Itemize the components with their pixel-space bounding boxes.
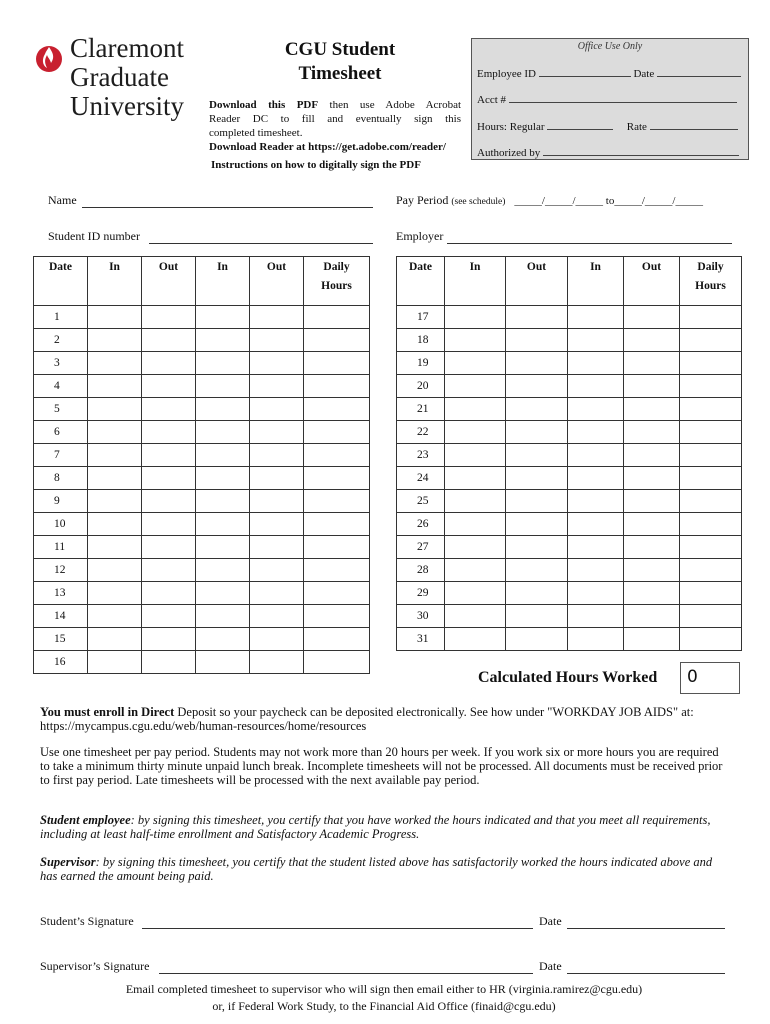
daily-hours-cell[interactable] <box>680 375 742 398</box>
out-1-cell[interactable] <box>142 536 196 559</box>
office-use-title: Office Use Only <box>577 41 643 52</box>
out-1-cell[interactable] <box>506 352 568 375</box>
out-1-cell[interactable] <box>506 513 568 536</box>
out-1-cell[interactable] <box>506 582 568 605</box>
in-1-cell[interactable] <box>88 398 142 421</box>
daily-hours-cell[interactable] <box>680 306 742 329</box>
supervisor-certification-paragraph <box>40 855 728 883</box>
out-2-cell[interactable] <box>250 536 304 559</box>
out-1-cell[interactable] <box>142 559 196 582</box>
flame-icon <box>36 42 62 76</box>
acct-field[interactable] <box>477 91 737 106</box>
supervisor-bold: Supervisor <box>40 855 96 869</box>
out-2-cell[interactable] <box>250 352 304 375</box>
daily-hours-cell[interactable] <box>304 352 370 375</box>
table-row <box>34 559 370 582</box>
in-2-cell[interactable] <box>568 536 624 559</box>
table-row <box>397 536 742 559</box>
header-daily: Daily <box>697 261 724 273</box>
out-2-cell[interactable] <box>624 421 680 444</box>
in-2-cell[interactable] <box>196 628 250 651</box>
employee-id-field[interactable] <box>477 65 741 80</box>
out-1-cell[interactable] <box>506 628 568 651</box>
out-2-cell[interactable] <box>624 352 680 375</box>
calculated-hours-label: Calculated Hours Worked <box>478 669 658 686</box>
out-2-cell[interactable] <box>250 582 304 605</box>
in-2-cell[interactable] <box>196 329 250 352</box>
daily-hours-cell[interactable] <box>304 421 370 444</box>
daily-hours-cell[interactable] <box>680 352 742 375</box>
university-logo-text <box>70 34 184 121</box>
daily-hours-cell[interactable] <box>680 605 742 628</box>
day-number-cell: 14 <box>34 605 88 628</box>
day-number-cell: 10 <box>34 513 88 536</box>
daily-hours-cell[interactable] <box>304 628 370 651</box>
in-2-cell[interactable] <box>196 605 250 628</box>
out-1-cell[interactable] <box>506 605 568 628</box>
table-row <box>397 490 742 513</box>
out-2-cell[interactable] <box>624 444 680 467</box>
daily-hours-cell[interactable] <box>680 490 742 513</box>
footer-line-1: Email completed timesheet to supervisor who will sign then email either to HR (virginia.ramirez@cgu.edu) <box>125 982 643 996</box>
out-1-cell[interactable] <box>142 375 196 398</box>
in-2-cell[interactable] <box>568 559 624 582</box>
out-2-cell[interactable] <box>250 605 304 628</box>
in-2-cell[interactable] <box>196 421 250 444</box>
out-1-cell[interactable] <box>506 329 568 352</box>
out-1-cell[interactable] <box>506 306 568 329</box>
in-1-cell[interactable] <box>445 536 506 559</box>
student-certification-paragraph <box>40 813 728 841</box>
out-1-cell[interactable] <box>506 444 568 467</box>
header-out-1: Out <box>506 257 568 306</box>
table-row <box>34 605 370 628</box>
header-out-2: Out <box>250 257 304 306</box>
header-in-1: In <box>445 257 506 306</box>
in-1-cell[interactable] <box>88 421 142 444</box>
out-1-cell[interactable] <box>506 536 568 559</box>
in-2-cell[interactable] <box>196 398 250 421</box>
student-date-label: Date <box>539 914 562 928</box>
out-1-cell[interactable] <box>142 651 196 674</box>
day-number-cell: 16 <box>34 651 88 674</box>
table-row <box>34 628 370 651</box>
day-number-cell: 6 <box>34 421 88 444</box>
header-in-2: In <box>568 257 624 306</box>
out-1-cell[interactable] <box>142 329 196 352</box>
in-1-cell[interactable] <box>445 398 506 421</box>
out-2-cell[interactable] <box>624 559 680 582</box>
supervisor-signature-label: Supervisor’s Signature <box>40 959 150 973</box>
employer-input-line[interactable] <box>447 243 732 244</box>
table-row <box>34 513 370 536</box>
in-2-cell[interactable] <box>196 536 250 559</box>
then-use-text: then use Adobe Acrobat <box>329 99 462 111</box>
out-2-cell[interactable] <box>250 490 304 513</box>
in-2-cell[interactable] <box>568 375 624 398</box>
out-2-cell[interactable] <box>250 467 304 490</box>
title-line-1: CGU Student <box>284 39 396 60</box>
in-2-cell[interactable] <box>568 329 624 352</box>
table-row <box>34 444 370 467</box>
out-2-cell[interactable] <box>250 559 304 582</box>
table-row <box>397 398 742 421</box>
table-row <box>34 306 370 329</box>
in-1-cell[interactable] <box>445 467 506 490</box>
rules-paragraph: Use one timesheet per pay period. Students may not work more than 20 hours per week. If you work six or more hours you are required to take a minimum thirty minute unpaid lunch break. Incomplete timesheets will not be processed. All documents must be received prior to first pay period. Late timesheets will be processed with the next available pay period. <box>40 745 723 787</box>
in-1-cell[interactable] <box>88 628 142 651</box>
table-row <box>397 375 742 398</box>
table-row <box>34 421 370 444</box>
header-out-1: Out <box>142 257 196 306</box>
out-2-cell[interactable] <box>624 628 680 651</box>
out-2-cell[interactable] <box>624 490 680 513</box>
supervisor-signature-line[interactable] <box>159 973 533 974</box>
table-row <box>397 421 742 444</box>
in-2-cell[interactable] <box>196 375 250 398</box>
in-2-cell[interactable] <box>568 628 624 651</box>
day-number-cell: 30 <box>397 605 445 628</box>
in-2-cell[interactable] <box>568 421 624 444</box>
student-signature-line[interactable] <box>142 928 533 929</box>
student-id-label: Student ID number <box>48 229 140 243</box>
day-number-cell: 2 <box>34 329 88 352</box>
in-1-cell[interactable] <box>88 490 142 513</box>
table-row <box>397 628 742 651</box>
in-1-cell[interactable] <box>88 582 142 605</box>
in-1-cell[interactable] <box>88 536 142 559</box>
out-2-cell[interactable] <box>624 513 680 536</box>
table-row <box>34 582 370 605</box>
direct-deposit-bold: You must enroll in Direct <box>40 705 175 719</box>
out-1-cell[interactable] <box>506 375 568 398</box>
authorized-field[interactable] <box>477 144 739 159</box>
in-1-cell[interactable] <box>88 513 142 536</box>
daily-hours-cell[interactable] <box>680 582 742 605</box>
table-row <box>34 651 370 674</box>
in-1-cell[interactable] <box>445 329 506 352</box>
supervisor-date-line[interactable] <box>567 973 725 974</box>
day-number-cell: 9 <box>34 490 88 513</box>
in-2-cell[interactable] <box>196 651 250 674</box>
out-2-cell[interactable] <box>250 398 304 421</box>
student-signature-label: Student’s Signature <box>40 914 134 928</box>
in-1-cell[interactable] <box>88 444 142 467</box>
regular-label: Regular <box>509 121 545 133</box>
daily-hours-cell[interactable] <box>680 559 742 582</box>
in-2-cell[interactable] <box>568 490 624 513</box>
office-use-box <box>471 38 749 160</box>
out-2-cell[interactable] <box>250 651 304 674</box>
in-2-cell[interactable] <box>568 513 624 536</box>
table-header-row <box>397 257 742 306</box>
in-2-cell[interactable] <box>196 306 250 329</box>
in-1-cell[interactable] <box>445 375 506 398</box>
out-2-cell[interactable] <box>250 513 304 536</box>
day-number-cell: 21 <box>397 398 445 421</box>
in-1-cell[interactable] <box>445 306 506 329</box>
title-line-2: Timesheet <box>298 63 382 84</box>
day-number-cell: 18 <box>397 329 445 352</box>
daily-hours-cell[interactable] <box>304 490 370 513</box>
supervisor-date-label: Date <box>539 959 562 973</box>
header-date: Date <box>397 257 445 306</box>
daily-hours-cell[interactable] <box>304 329 370 352</box>
out-1-cell[interactable] <box>142 513 196 536</box>
in-1-cell[interactable] <box>88 605 142 628</box>
day-number-cell: 23 <box>397 444 445 467</box>
table-row <box>397 329 742 352</box>
in-1-cell[interactable] <box>445 421 506 444</box>
daily-hours-cell[interactable] <box>304 398 370 421</box>
out-2-cell[interactable] <box>624 329 680 352</box>
header-in-2: In <box>196 257 250 306</box>
day-number-cell: 4 <box>34 375 88 398</box>
day-number-cell: 8 <box>34 467 88 490</box>
employee-id-label: Employee ID <box>477 68 536 80</box>
in-1-cell[interactable] <box>88 306 142 329</box>
day-number-cell: 15 <box>34 628 88 651</box>
supervisor-certification-text: : by signing this timesheet, you certify that the student listed above has satisfactorily worked the hours indicated above and has earned the amount being paid. <box>40 855 713 883</box>
header-daily-hours <box>304 257 370 306</box>
out-1-cell[interactable] <box>506 398 568 421</box>
out-2-cell[interactable] <box>250 421 304 444</box>
in-1-cell[interactable] <box>88 559 142 582</box>
out-2-cell[interactable] <box>624 398 680 421</box>
student-date-line[interactable] <box>567 928 725 929</box>
day-number-cell: 3 <box>34 352 88 375</box>
in-1-cell[interactable] <box>445 352 506 375</box>
in-2-cell[interactable] <box>196 444 250 467</box>
reader-download-link[interactable]: Download Reader at https://get.adobe.com/reader/ <box>209 141 446 153</box>
out-2-cell[interactable] <box>250 444 304 467</box>
name-input-line[interactable] <box>82 207 373 208</box>
daily-hours-cell[interactable] <box>304 651 370 674</box>
out-1-cell[interactable] <box>142 628 196 651</box>
day-number-cell: 11 <box>34 536 88 559</box>
page-title <box>270 38 410 86</box>
header-date: Date <box>34 257 88 306</box>
table-row <box>397 582 742 605</box>
pay-period-field[interactable] <box>396 193 703 208</box>
day-number-cell: 22 <box>397 421 445 444</box>
in-2-cell[interactable] <box>568 352 624 375</box>
out-2-cell[interactable] <box>250 375 304 398</box>
direct-deposit-text: Deposit so your paycheck can be deposited electronically. See how under "WORKDAY JOB AIDS" at: https://mycampus.cgu.edu/web/human-resources/home/resources <box>40 705 694 733</box>
header-in-1: In <box>88 257 142 306</box>
timesheet-table-right <box>396 256 742 651</box>
table-row <box>397 605 742 628</box>
daily-hours-cell[interactable] <box>304 513 370 536</box>
student-employee-bold: Student employee <box>40 813 131 827</box>
logo-line-3: University <box>70 91 184 121</box>
day-number-cell: 17 <box>397 306 445 329</box>
in-2-cell[interactable] <box>196 559 250 582</box>
day-number-cell: 27 <box>397 536 445 559</box>
day-number-cell: 7 <box>34 444 88 467</box>
in-2-cell[interactable] <box>568 582 624 605</box>
in-2-cell[interactable] <box>196 582 250 605</box>
rate-label: Rate <box>626 121 647 133</box>
day-number-cell: 25 <box>397 490 445 513</box>
day-number-cell: 28 <box>397 559 445 582</box>
in-1-cell[interactable] <box>445 444 506 467</box>
table-row <box>34 329 370 352</box>
in-2-cell[interactable] <box>196 352 250 375</box>
out-2-cell[interactable] <box>624 582 680 605</box>
daily-hours-cell[interactable] <box>304 582 370 605</box>
daily-hours-cell[interactable] <box>680 398 742 421</box>
this-pdf-word: this PDF <box>268 99 319 111</box>
in-1-cell[interactable] <box>445 513 506 536</box>
out-1-cell[interactable] <box>142 582 196 605</box>
day-number-cell: 5 <box>34 398 88 421</box>
out-1-cell[interactable] <box>142 444 196 467</box>
header-daily: Daily <box>323 261 350 273</box>
daily-hours-cell[interactable] <box>304 467 370 490</box>
day-number-cell: 24 <box>397 467 445 490</box>
footer-instructions <box>40 981 728 1015</box>
day-number-cell: 19 <box>397 352 445 375</box>
day-number-cell: 20 <box>397 375 445 398</box>
daily-hours-cell[interactable] <box>304 559 370 582</box>
in-1-cell[interactable] <box>88 467 142 490</box>
logo-line-1: Claremont <box>70 33 184 63</box>
out-1-cell[interactable] <box>142 605 196 628</box>
download-instruction-line-3: completed timesheet. <box>209 127 303 139</box>
in-1-cell[interactable] <box>445 582 506 605</box>
daily-hours-cell[interactable] <box>680 628 742 651</box>
student-certification-text: : by signing this timesheet, you certify that you have worked the hours indicated and that you meet all requirements, including at least half-time enrollment and Satisfactory Academic Progress. <box>40 813 711 841</box>
out-1-cell[interactable] <box>142 306 196 329</box>
table-row <box>397 352 742 375</box>
in-2-cell[interactable] <box>568 398 624 421</box>
out-2-cell[interactable] <box>624 306 680 329</box>
header-hours: Hours <box>695 280 726 292</box>
download-instruction-line-1 <box>209 98 461 112</box>
out-1-cell[interactable] <box>506 490 568 513</box>
daily-hours-cell[interactable] <box>304 375 370 398</box>
daily-hours-cell[interactable] <box>680 536 742 559</box>
logo-line-2: Graduate <box>70 62 169 92</box>
table-row <box>397 513 742 536</box>
in-2-cell[interactable] <box>196 513 250 536</box>
office-date-label: Date <box>633 68 655 80</box>
out-1-cell[interactable] <box>506 467 568 490</box>
sign-instructions-link[interactable]: Instructions on how to digitally sign the PDF <box>211 159 421 171</box>
day-number-cell: 13 <box>34 582 88 605</box>
hours-field[interactable] <box>477 118 738 133</box>
see-schedule-note: (see schedule) <box>451 197 506 207</box>
out-2-cell[interactable] <box>250 628 304 651</box>
in-1-cell[interactable] <box>88 375 142 398</box>
in-1-cell[interactable] <box>445 605 506 628</box>
download-word: Download <box>209 99 257 111</box>
table-row <box>34 536 370 559</box>
hours-label: Hours: <box>477 121 507 133</box>
daily-hours-cell[interactable] <box>680 421 742 444</box>
out-2-cell[interactable] <box>624 467 680 490</box>
table-row <box>397 306 742 329</box>
timesheet-table-left <box>33 256 370 674</box>
in-1-cell[interactable] <box>88 651 142 674</box>
out-1-cell[interactable] <box>506 559 568 582</box>
table-row <box>34 467 370 490</box>
header-hours: Hours <box>321 280 352 292</box>
table-row <box>397 559 742 582</box>
day-number-cell: 1 <box>34 306 88 329</box>
out-1-cell[interactable] <box>506 421 568 444</box>
in-2-cell[interactable] <box>568 306 624 329</box>
in-1-cell[interactable] <box>445 628 506 651</box>
daily-hours-cell[interactable] <box>680 513 742 536</box>
out-1-cell[interactable] <box>142 421 196 444</box>
header-out-2: Out <box>624 257 680 306</box>
student-id-input-line[interactable] <box>149 243 373 244</box>
in-1-cell[interactable] <box>88 329 142 352</box>
in-1-cell[interactable] <box>445 490 506 513</box>
out-2-cell[interactable] <box>250 329 304 352</box>
header-daily-hours <box>680 257 742 306</box>
table-row <box>397 444 742 467</box>
table-row <box>34 352 370 375</box>
direct-deposit-paragraph <box>40 705 728 733</box>
footer-line-2: or, if Federal Work Study, to the Financial Aid Office (finaid@cgu.edu) <box>212 999 556 1013</box>
in-2-cell[interactable] <box>568 467 624 490</box>
in-2-cell[interactable] <box>196 490 250 513</box>
out-2-cell[interactable] <box>624 605 680 628</box>
in-1-cell[interactable] <box>445 559 506 582</box>
out-1-cell[interactable] <box>142 352 196 375</box>
table-row <box>34 490 370 513</box>
in-2-cell[interactable] <box>568 444 624 467</box>
out-2-cell[interactable] <box>624 536 680 559</box>
daily-hours-cell[interactable] <box>680 329 742 352</box>
day-number-cell: 31 <box>397 628 445 651</box>
out-2-cell[interactable] <box>624 375 680 398</box>
daily-hours-cell[interactable] <box>680 444 742 467</box>
table-row <box>34 375 370 398</box>
calculated-hours-field[interactable]: 0 <box>680 662 740 694</box>
out-1-cell[interactable] <box>142 490 196 513</box>
day-number-cell: 12 <box>34 559 88 582</box>
table-row <box>397 467 742 490</box>
table-header-row <box>34 257 370 306</box>
acct-label: Acct # <box>477 94 507 106</box>
in-2-cell[interactable] <box>196 467 250 490</box>
daily-hours-cell[interactable] <box>304 306 370 329</box>
in-2-cell[interactable] <box>568 605 624 628</box>
out-1-cell[interactable] <box>142 467 196 490</box>
daily-hours-cell[interactable] <box>304 444 370 467</box>
day-number-cell: 26 <box>397 513 445 536</box>
out-1-cell[interactable] <box>142 398 196 421</box>
authorized-label: Authorized by <box>477 147 541 159</box>
daily-hours-cell[interactable] <box>304 605 370 628</box>
pay-period-blanks: _____/_____/_____ to_____/_____/_____ <box>514 195 703 207</box>
in-1-cell[interactable] <box>88 352 142 375</box>
employer-label: Employer <box>396 229 444 243</box>
table-row <box>34 398 370 421</box>
name-label: Name <box>48 193 77 207</box>
daily-hours-cell[interactable] <box>680 467 742 490</box>
download-instruction-line-2: Reader DC to fill and eventually sign this <box>209 113 461 125</box>
day-number-cell: 29 <box>397 582 445 605</box>
out-2-cell[interactable] <box>250 306 304 329</box>
daily-hours-cell[interactable] <box>304 536 370 559</box>
pay-period-label: Pay Period <box>396 193 449 207</box>
